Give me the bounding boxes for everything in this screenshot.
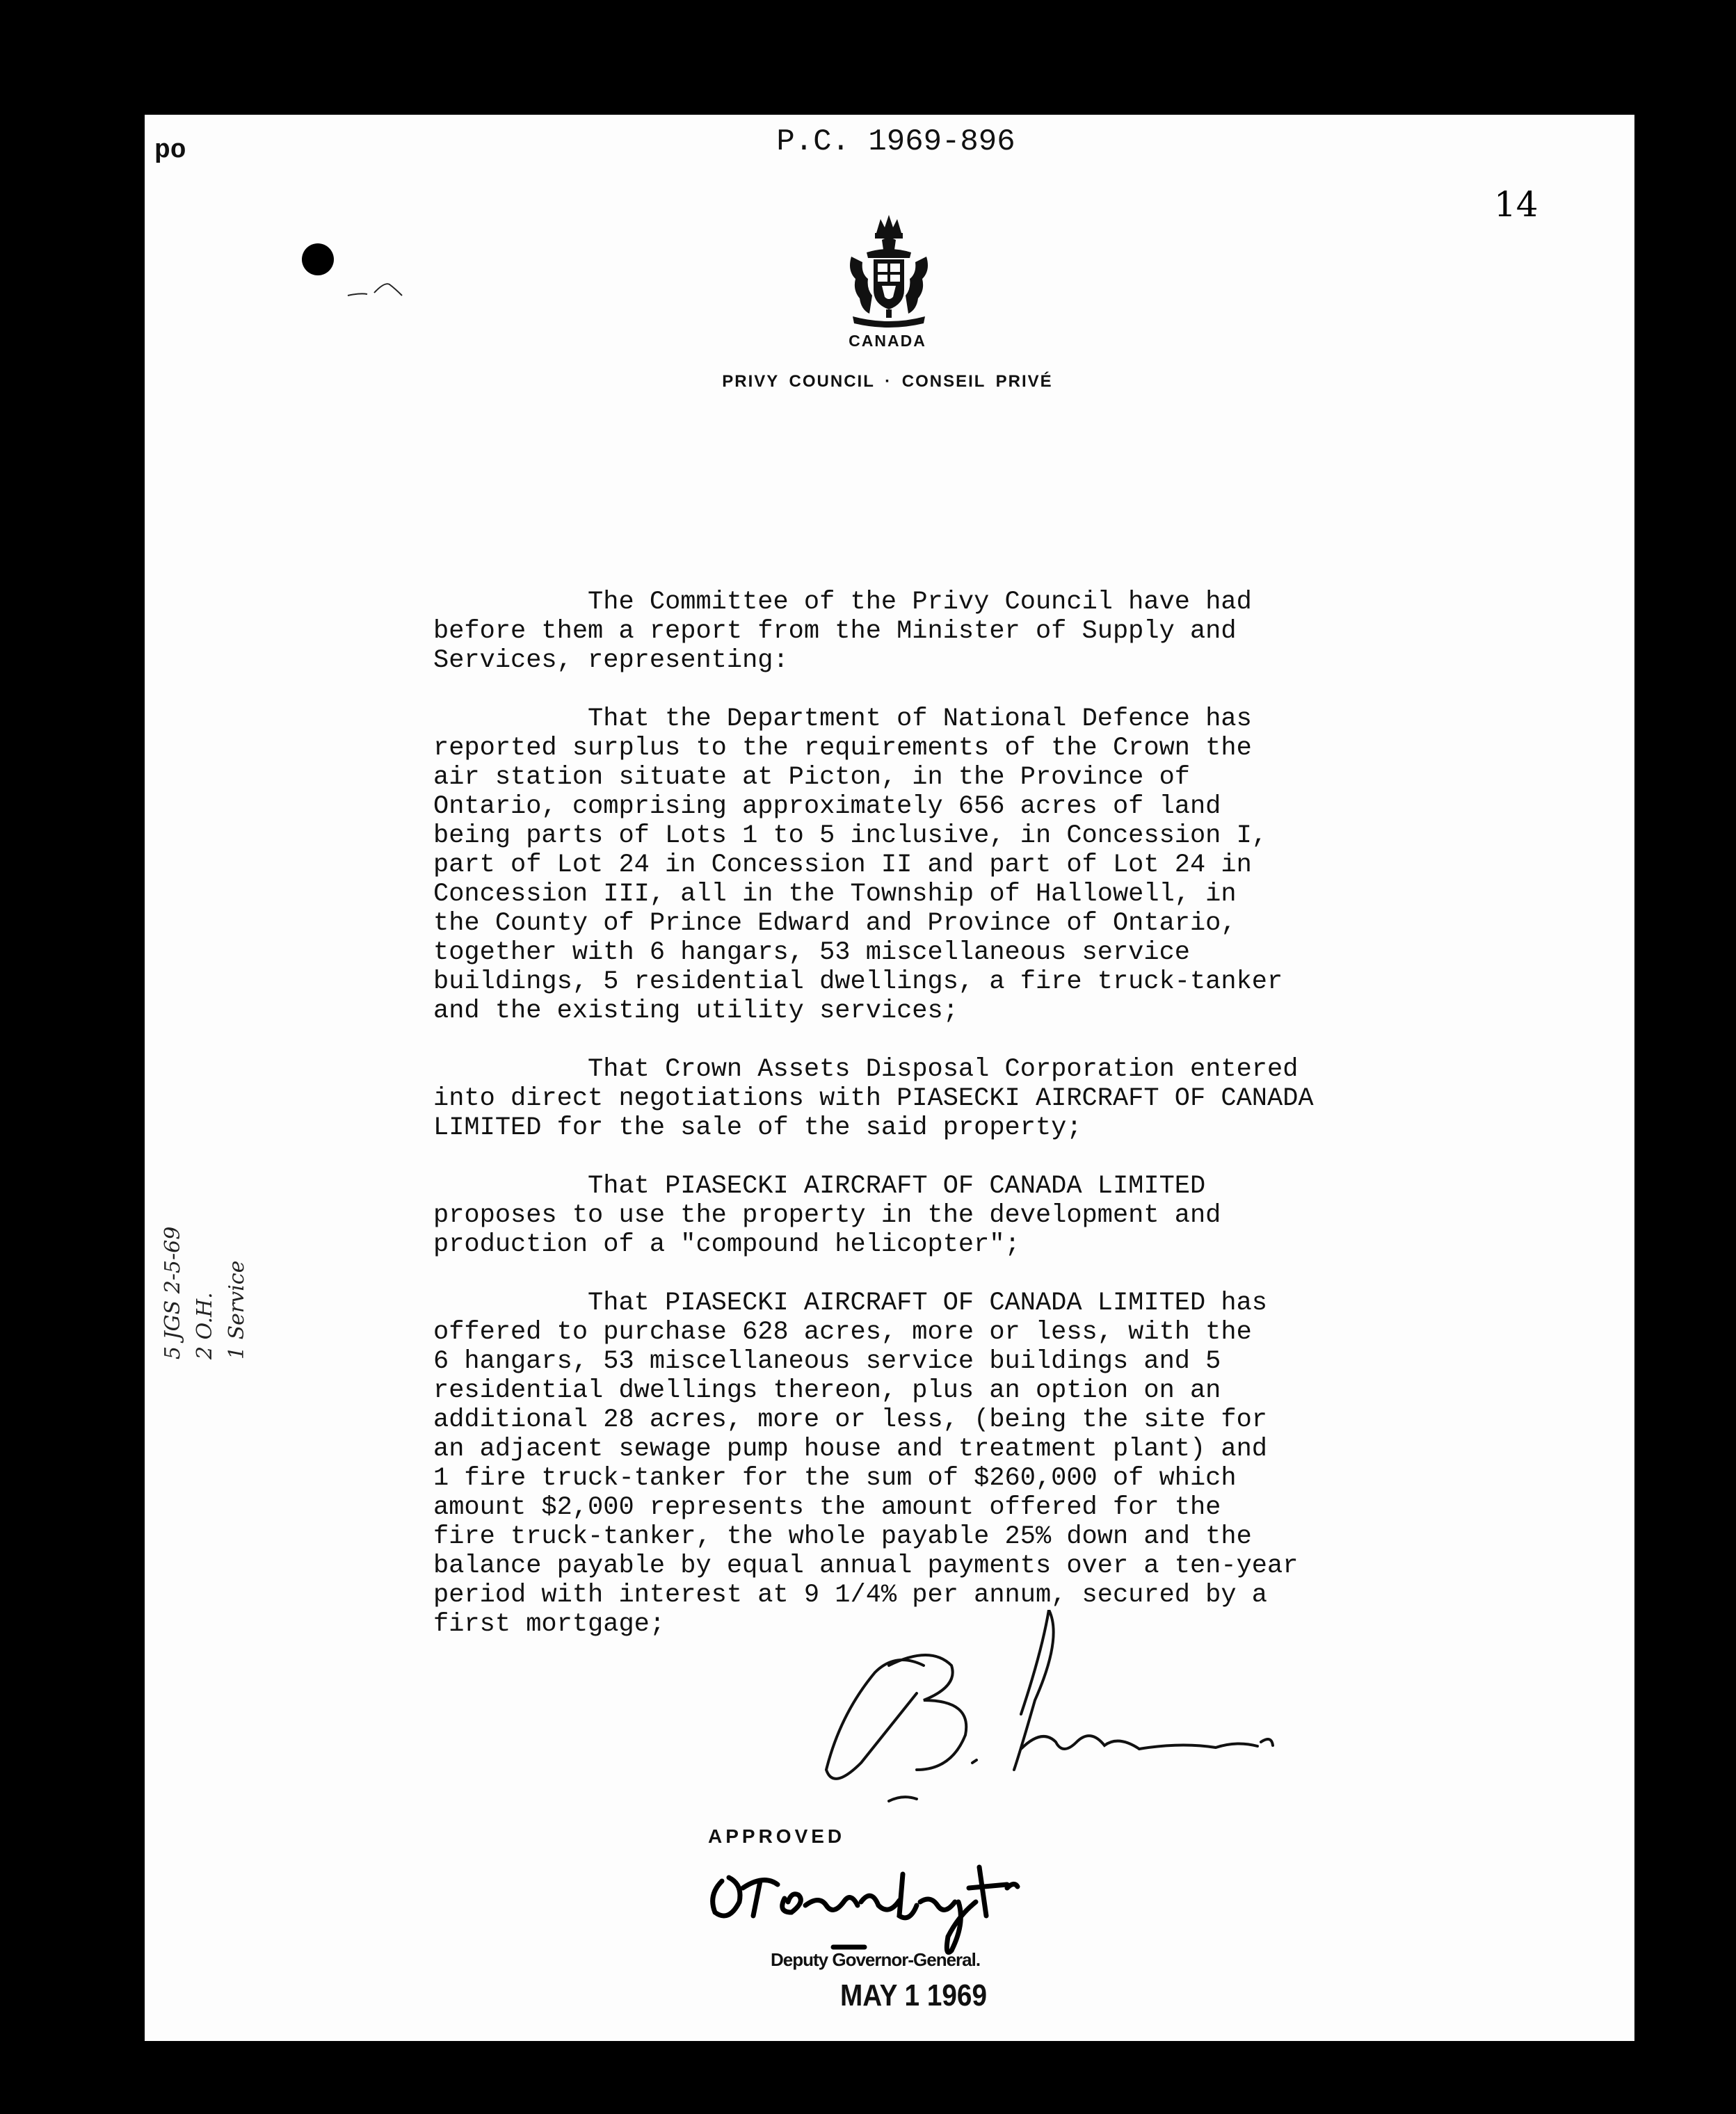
stray-mark <box>346 275 430 302</box>
country-heading: CANADA <box>849 332 926 350</box>
approved-label: APPROVED <box>708 1825 846 1847</box>
paragraph: That the Department of National Defence has reported surplus to the requirements of the Crown the air station situate at Picton, in the Province of Ontario, comprising approximately 656 acres of land being parts of Lots 1 to 5 inclusive, in Concession I, part of Lot 24 in Concession II and part of Lot 24 in Concession III, all in the Township of Hallowell, in the County of Prince Edward and Province of Ontario, together with 6 hangars, 53 miscellaneous service buildings, 5 residential dwellings, a fire truck-tanker and the existing utility services; <box>433 704 1283 1026</box>
approval-date-stamp: MAY 1 1969 <box>840 1978 987 2012</box>
council-heading: PRIVY COUNCIL · CONSEIL PRIVÉ <box>722 372 1053 391</box>
page-number: 14 <box>1494 184 1538 225</box>
deputy-governor-signature <box>701 1846 1063 1964</box>
paragraph: That Crown Assets Disposal Corporation entered into direct negotiations with PIASECKI AIRCRAFT OF CANADA LIMITED for the sale of the said property; <box>433 1055 1314 1143</box>
report-body <box>433 588 1581 1639</box>
margin-handwritten-notes <box>145 998 326 1373</box>
document-page <box>145 115 1634 2041</box>
deputy-governor-title: Deputy Governor-General. <box>771 1949 981 1970</box>
margin-note-2: 2 O.H. <box>193 1292 217 1359</box>
coat-of-arms-icon <box>846 212 932 330</box>
minister-signature <box>812 1610 1313 1812</box>
order-number: P.C. 1969-896 <box>776 124 1015 159</box>
paragraph: The Committee of the Privy Council have had before them a report from the Minister of Supply and Services, representing: <box>433 588 1252 675</box>
paragraph: That PIASECKI AIRCRAFT OF CANADA LIMITED proposes to use the property in the development and production of a "compound helicopter"; <box>433 1172 1221 1259</box>
punch-hole <box>302 243 334 275</box>
corner-mark: po <box>154 136 186 166</box>
margin-note-3: 1 Service <box>225 1260 249 1359</box>
paragraph: That PIASECKI AIRCRAFT OF CANADA LIMITED has offered to purchase 628 acres, more or less, with the 6 hangars, 53 miscellaneous service buildings and 5 residential dwellings thereon, plus an option on an additional 28 acres, more or less, (being the site for an adjacent sewage pump house and treatment plant) and 1 fire truck-tanker for the sum of $260,000 of which amount $2,000 represents the amount offered for the fire truck-tanker, the whole payable 25% down and the balance payable by equal annual payments over a ten-year period with interest at 9 1/4% per annum, secured by a first mortgage; <box>433 1289 1299 1639</box>
margin-note-1: 5 JGS 2-5-69 <box>161 1226 185 1359</box>
